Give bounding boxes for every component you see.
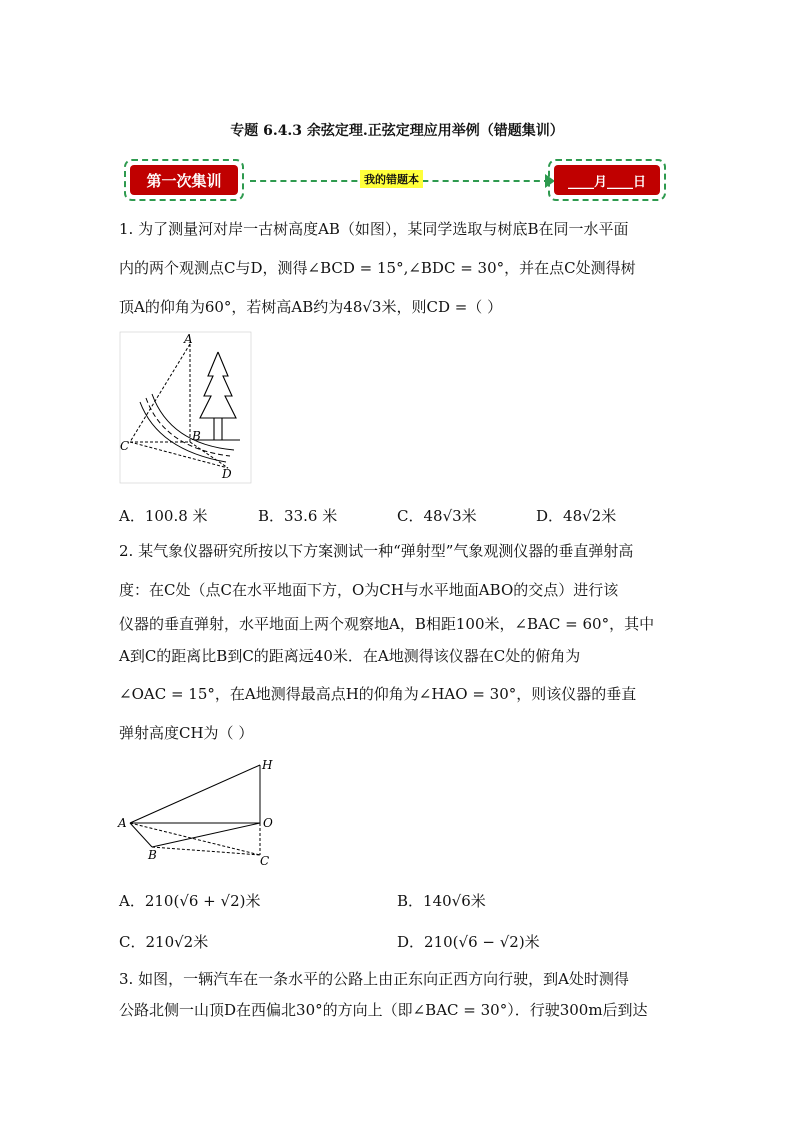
date-badge bbox=[548, 159, 666, 201]
label-B: B bbox=[148, 848, 157, 862]
q2-figure bbox=[116, 755, 286, 870]
q1-option-a[interactable]: A．100.8 米 bbox=[119, 507, 208, 525]
q1-option-c[interactable]: C．48√3米 bbox=[397, 507, 477, 525]
q2-option-c[interactable]: C．210√2米 bbox=[119, 933, 209, 951]
label-D: D bbox=[222, 467, 232, 481]
q1-line-1: 1. 为了测量河对岸一古树高度AB（如图），某同学选取与树底B在同一水平面 bbox=[119, 220, 629, 238]
line-AH bbox=[130, 765, 260, 823]
label-C: C bbox=[260, 854, 270, 868]
page-title: 专题 6.4.3 余弦定理.正弦定理应用举例（错题集训） bbox=[230, 123, 564, 139]
q1-line-2: 内的两个观测点C与D，测得∠BCD = 15°,∠BDC = 30°，并在点C处测得树 bbox=[119, 259, 636, 277]
q1-option-b[interactable]: B．33.6 米 bbox=[258, 507, 338, 525]
label-A: A bbox=[118, 816, 127, 830]
q2-option-d[interactable]: D．210(√6 − √2)米 bbox=[397, 933, 540, 951]
line-BO bbox=[152, 823, 260, 847]
label-O: O bbox=[263, 816, 273, 830]
q2-option-a[interactable]: A．210(√6 + √2)米 bbox=[119, 892, 261, 910]
q2-option-b[interactable]: B．140√6米 bbox=[397, 892, 486, 910]
label-A: A bbox=[184, 332, 193, 346]
q2-line-5: ∠OAC = 15°，在A地测得最高点H的仰角为∠HAO = 30°，则该仪器的垂直 bbox=[119, 685, 637, 703]
label-B: B bbox=[192, 429, 201, 443]
wrong-question-book-mark: 我的错题本 bbox=[360, 170, 423, 188]
line-AB bbox=[130, 823, 152, 847]
q3-line-2: 公路北侧一山顶D在西偏北30°的方向上（即∠BAC = 30°）．行驶300m后到达 bbox=[119, 1001, 648, 1019]
label-C: C bbox=[120, 439, 130, 453]
label-H: H bbox=[262, 758, 273, 772]
q2-line-2: 度：在C处（点C在水平地面下方，O为CH与水平地面ABO的交点）进行该 bbox=[119, 581, 619, 599]
q1-line-3: 顶A的仰角为60°，若树高AB约为48√3米，则CD =（ ） bbox=[119, 298, 503, 316]
q1-option-d[interactable]: D．48√2米 bbox=[536, 507, 617, 525]
q3-line-1: 3. 如图，一辆汽车在一条水平的公路上由正东向正西方向行驶，到A处时测得 bbox=[119, 970, 629, 988]
first-training-badge bbox=[124, 159, 244, 201]
q2-line-1: 2. 某气象仪器研究所按以下方案测试一种“弹射型”气象观测仪器的垂直弹射高 bbox=[119, 542, 634, 560]
first-training-label: 第一次集训 bbox=[130, 165, 238, 195]
q2-line-3: 仪器的垂直弹射，水平地面上两个观察地A，B相距100米，∠BAC = 60°，其中 bbox=[119, 615, 655, 633]
tree-icon bbox=[196, 352, 240, 440]
q1-figure bbox=[118, 330, 253, 485]
date-label: ____月____日 bbox=[554, 165, 660, 195]
q2-line-4: A到C的距离比B到C的距离远40米．在A地测得该仪器在C处的俯角为 bbox=[119, 647, 581, 665]
line-AC bbox=[130, 344, 190, 442]
q2-line-6: 弹射高度CH为（ ） bbox=[119, 724, 254, 742]
